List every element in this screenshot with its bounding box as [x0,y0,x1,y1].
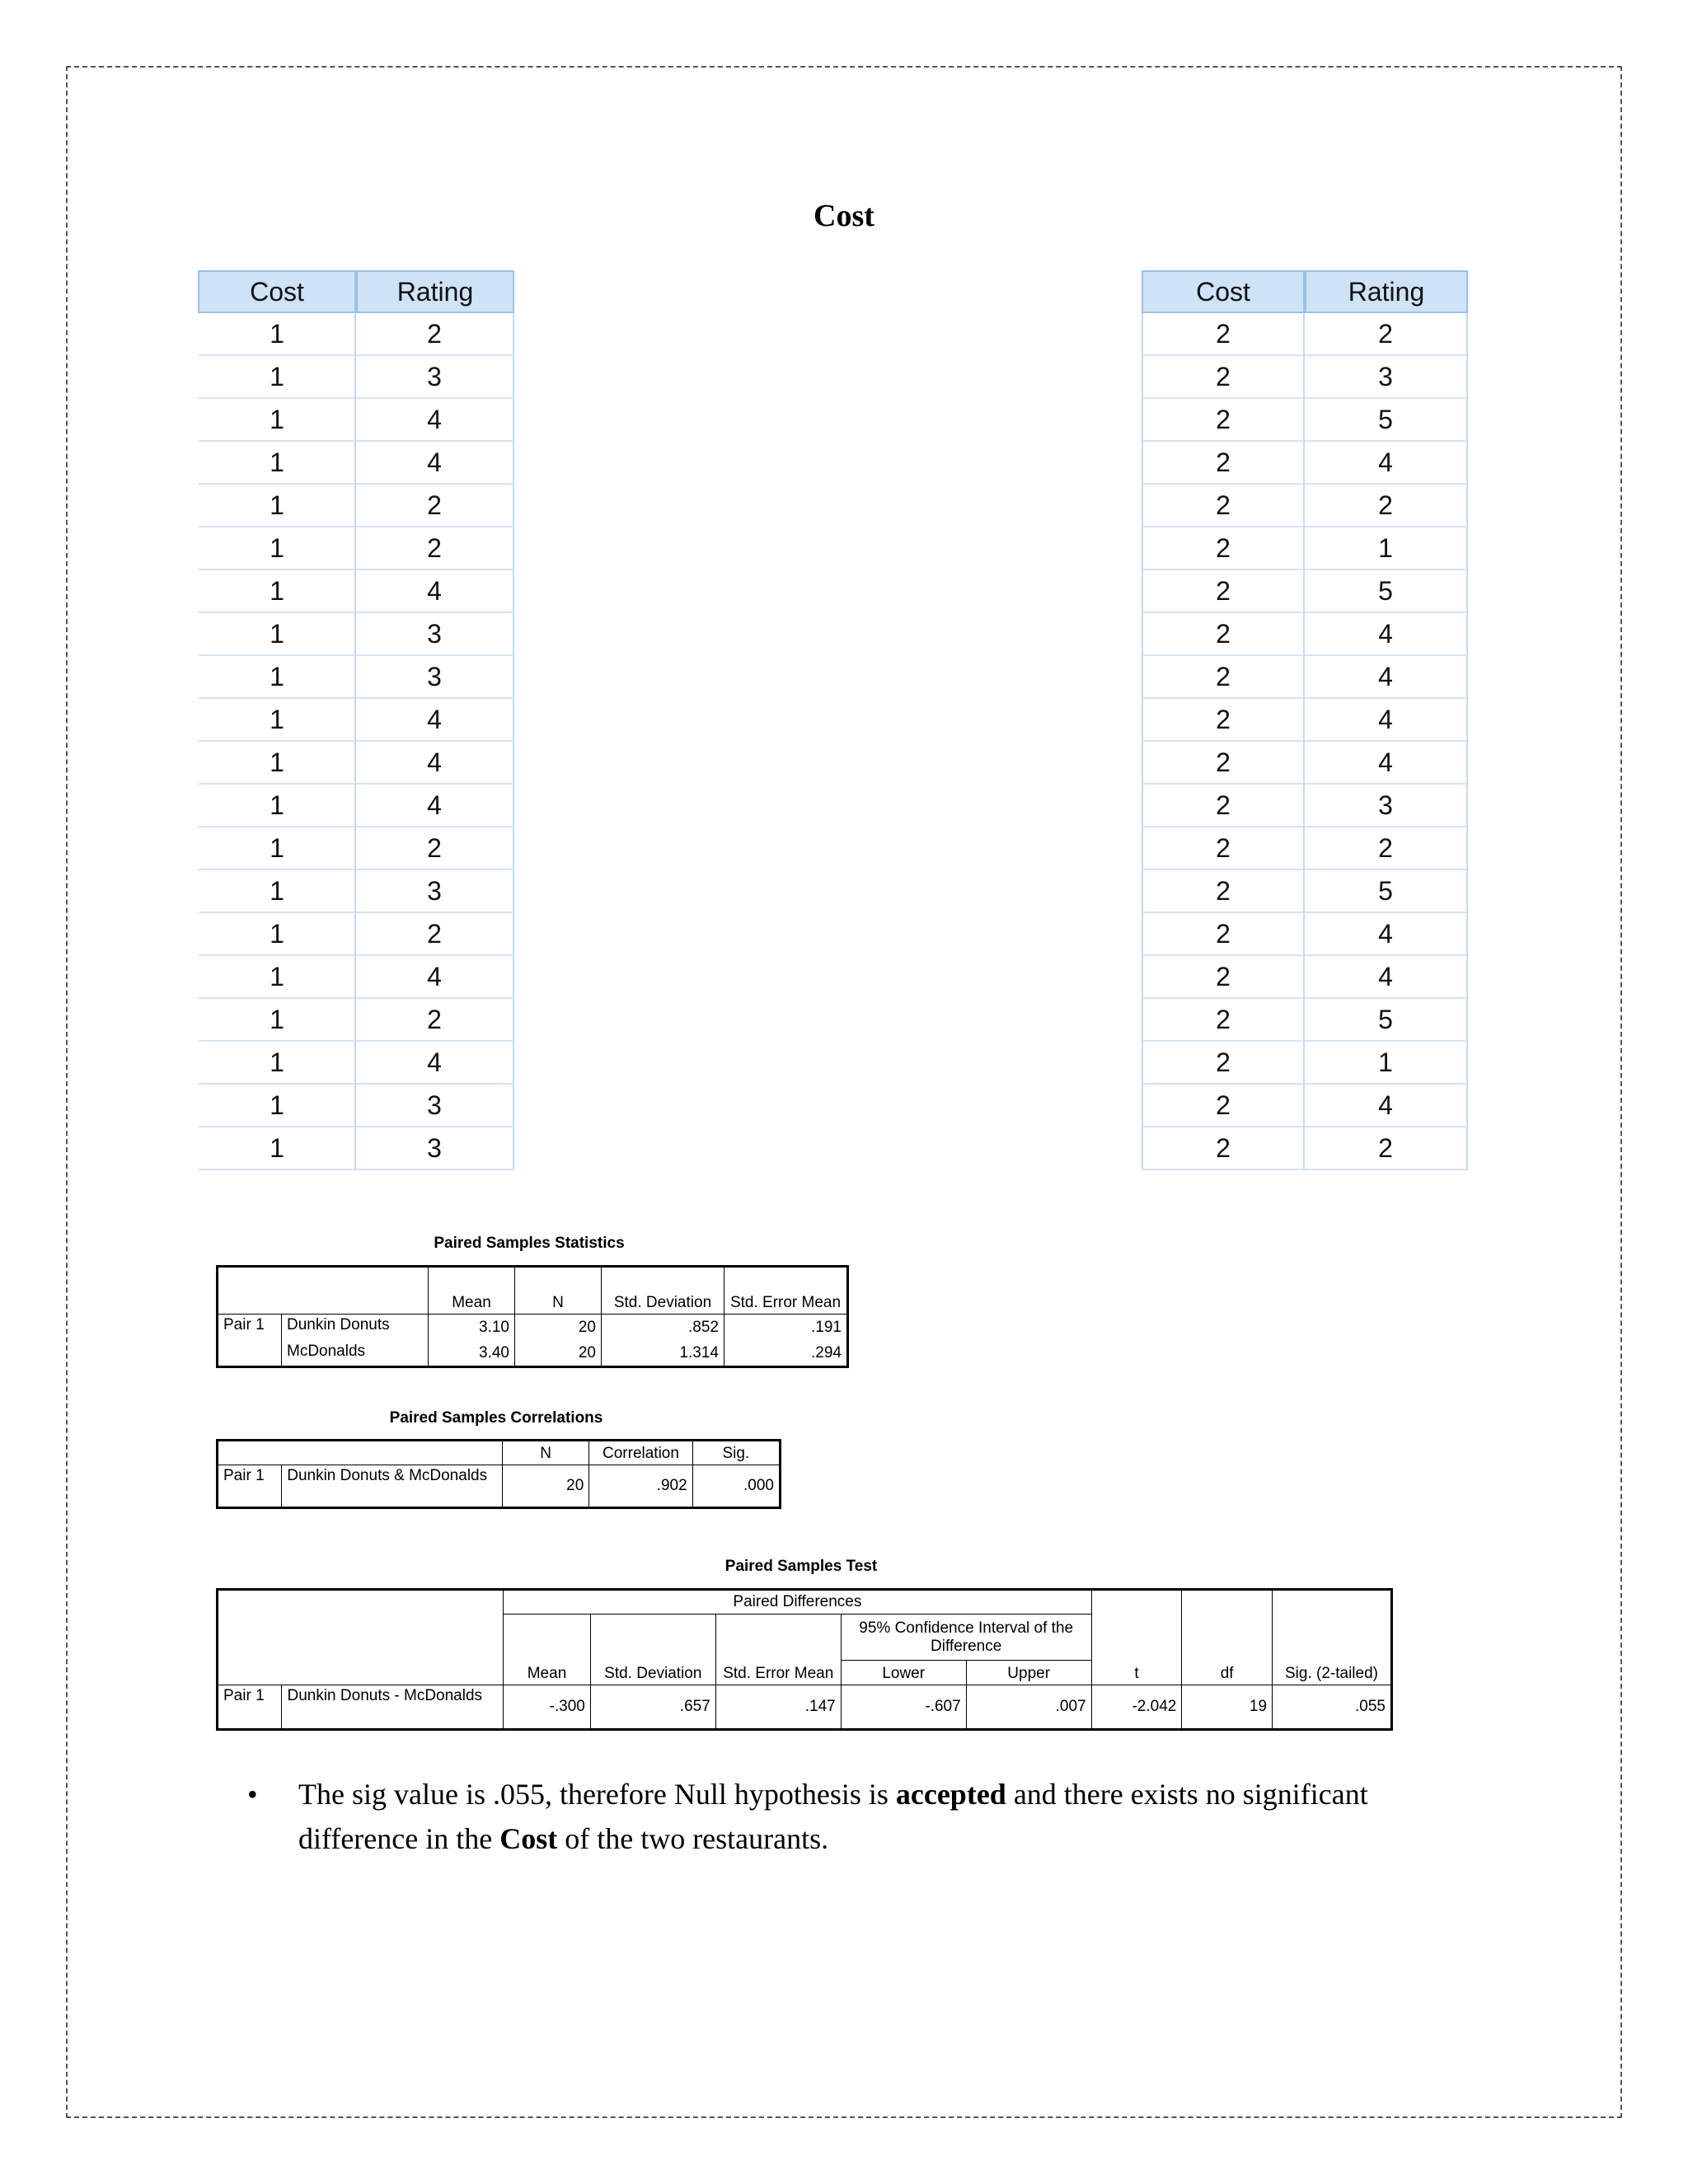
conclusion-bullet [247,1772,1401,1861]
cost-cell[interactable]: 2 [1142,613,1305,656]
cost-cell[interactable]: 2 [1142,956,1305,999]
header-std-deviation: Std. Deviation [590,1615,715,1685]
rating-cell[interactable]: 3 [1305,356,1468,399]
cost-cell[interactable]: 1 [198,570,356,613]
cost-cell[interactable]: 2 [1142,313,1305,356]
table-row [1142,1085,1468,1127]
std-deviation-value: 1.314 [602,1341,724,1367]
header-std-deviation: Std. Deviation [602,1267,724,1315]
row-name: McDonalds [282,1341,429,1367]
header-upper: Upper [966,1661,1091,1685]
rating-cell[interactable]: 4 [356,442,514,485]
rating-cell[interactable]: 4 [1305,656,1468,699]
pair-name: Dunkin Donuts - McDonalds [282,1685,504,1730]
header-n: N [503,1441,589,1465]
cost-cell[interactable]: 2 [1142,999,1305,1042]
t-value: -2.042 [1091,1685,1182,1730]
table-row [198,399,514,442]
std-deviation-value: .852 [602,1315,724,1341]
header-lower: Lower [841,1661,966,1685]
column-header-cost[interactable]: Cost [1142,270,1305,313]
rating-cell[interactable]: 3 [356,613,514,656]
n-value: 20 [515,1341,602,1367]
rating-cell[interactable]: 3 [1305,785,1468,827]
cost-cell[interactable]: 2 [1142,913,1305,956]
table-row [198,870,514,913]
cost-cell[interactable]: 2 [1142,527,1305,570]
paired-corr-caption: Paired Samples Correlations [389,1409,603,1427]
cost-cell[interactable]: 1 [198,1085,356,1127]
table-row [1142,527,1468,570]
cost-cell[interactable]: 1 [198,1042,356,1085]
cost-cell[interactable]: 1 [198,999,356,1042]
conclusion-bold-accepted: accepted [895,1778,1006,1811]
header-n: N [515,1267,602,1315]
rating-cell[interactable]: 4 [356,699,514,742]
pair-name: Dunkin Donuts & McDonalds [282,1465,503,1508]
rating-cell[interactable]: 4 [1305,913,1468,956]
rating-cell[interactable]: 4 [1305,442,1468,485]
cost-cell[interactable]: 1 [198,527,356,570]
table-row [198,999,514,1042]
mean-value: 3.10 [429,1315,515,1341]
rating-cell[interactable]: 4 [356,1042,514,1085]
cost-cell[interactable]: 2 [1142,570,1305,613]
header-mean: Mean [504,1615,591,1685]
table-row [1142,699,1468,742]
rating-cell[interactable]: 2 [356,313,514,356]
cost-cell[interactable]: 1 [198,656,356,699]
bullet-icon: • [247,1778,258,1811]
rating-cell[interactable]: 4 [1305,699,1468,742]
cost-cell[interactable]: 1 [198,442,356,485]
confidence-interval-header: 95% Confidence Interval of the Difference [841,1615,1091,1661]
std-deviation-value: .657 [590,1685,715,1730]
conclusion-bold-cost: Cost [499,1822,558,1855]
cost-cell[interactable]: 1 [198,699,356,742]
header-mean: Mean [429,1267,515,1315]
paired-test-caption: Paired Samples Test [724,1558,878,1575]
cost-cell[interactable]: 2 [1142,1042,1305,1085]
page-title: Cost [814,199,874,233]
df-value: 19 [1182,1685,1273,1730]
std-error-mean-value: .147 [715,1685,841,1730]
table-row [198,827,514,870]
empty-header-cell [218,1590,504,1685]
cost-cell[interactable]: 2 [1142,399,1305,442]
rating-cell[interactable]: 4 [356,785,514,827]
table-row [1142,785,1468,827]
rating-cell[interactable]: 2 [356,485,514,527]
cost-cell[interactable]: 2 [1142,785,1305,827]
table-row [1142,313,1468,356]
cost-cell[interactable]: 1 [198,313,356,356]
table-row [1142,570,1468,613]
table-row [198,1042,514,1085]
n-value: 20 [515,1315,602,1341]
header-df: df [1182,1590,1273,1685]
rating-cell[interactable]: 2 [1305,1127,1468,1170]
table-row [1142,613,1468,656]
rating-cell[interactable]: 4 [356,399,514,442]
table-row [198,699,514,742]
lower-value: -.607 [841,1685,966,1730]
cost-cell[interactable]: 1 [198,613,356,656]
header-t: t [1091,1590,1182,1685]
cost-cell[interactable]: 2 [1142,442,1305,485]
rating-cell[interactable]: 4 [1305,956,1468,999]
table-row [198,485,514,527]
rating-cell[interactable]: 5 [1305,399,1468,442]
rating-cell[interactable]: 5 [1305,570,1468,613]
table-row [1142,742,1468,785]
cost-cell[interactable]: 1 [198,399,356,442]
cost-cell[interactable]: 2 [1142,870,1305,913]
upper-value: .007 [966,1685,1091,1730]
header-sig: Sig. [692,1441,780,1465]
rating-cell[interactable]: 4 [356,956,514,999]
rating-cell[interactable]: 2 [1305,485,1468,527]
table-row [198,527,514,570]
header-correlation: Correlation [589,1441,692,1465]
paired-stats-table [216,1265,849,1368]
cost-cell[interactable]: 1 [198,742,356,785]
table-row [1142,870,1468,913]
table-row [1142,399,1468,442]
column-header-rating[interactable]: Rating [356,270,514,313]
rating-cell[interactable]: 2 [356,527,514,570]
table-row [1142,913,1468,956]
rating-cell[interactable]: 1 [1305,527,1468,570]
conclusion-part2: and there exists no significant difference in the [298,1778,1368,1855]
cost-cell[interactable]: 1 [198,870,356,913]
table-row [1142,656,1468,699]
table-row [1142,1127,1468,1170]
sig-2-tailed-value: .055 [1273,1685,1392,1730]
cost-cell[interactable]: 1 [198,485,356,527]
mean-value: -.300 [504,1685,591,1730]
cost-cell[interactable]: 2 [1142,1085,1305,1127]
pair-label: Pair 1 [218,1465,282,1508]
table-row [1142,956,1468,999]
table-row [198,785,514,827]
rating-cell[interactable]: 2 [1305,313,1468,356]
rating-cell[interactable]: 2 [356,913,514,956]
cost-cell[interactable]: 2 [1142,1127,1305,1170]
table-row [198,956,514,999]
empty-header-cell [218,1441,503,1465]
row-name: Dunkin Donuts [282,1315,429,1341]
table-row [1142,827,1468,870]
cost-cell[interactable]: 2 [1142,656,1305,699]
rating-cell[interactable]: 3 [356,656,514,699]
right-data-table [1142,270,1468,1170]
rating-cell[interactable]: 2 [1305,827,1468,870]
mean-value: 3.40 [429,1341,515,1367]
rating-cell[interactable]: 3 [356,1127,514,1170]
table-row [1142,1042,1468,1085]
table-row [1142,999,1468,1042]
table-row [198,442,514,485]
header-std-error-mean: Std. Error Mean [724,1267,848,1315]
table-row [198,356,514,399]
table-row [198,913,514,956]
column-header-rating[interactable]: Rating [1305,270,1468,313]
table-row [198,1085,514,1127]
table-row [198,313,514,356]
table-row [1142,442,1468,485]
cost-cell[interactable]: 2 [1142,356,1305,399]
std-error-value: .294 [724,1341,848,1367]
table-row [1142,356,1468,399]
empty-header-cell [218,1267,429,1315]
rating-cell[interactable]: 3 [356,870,514,913]
table-row [1142,485,1468,527]
header-std-error-mean: Std. Error Mean [715,1615,841,1685]
table-row [198,1127,514,1170]
column-header-cost[interactable]: Cost [198,270,356,313]
rating-cell[interactable]: 4 [1305,1085,1468,1127]
cost-cell[interactable]: 1 [198,956,356,999]
rating-cell[interactable]: 4 [1305,742,1468,785]
rating-cell[interactable]: 3 [356,1085,514,1127]
table-row [198,742,514,785]
paired-differences-header: Paired Differences [504,1590,1091,1615]
std-error-value: .191 [724,1315,848,1341]
cost-cell[interactable]: 2 [1142,742,1305,785]
sig-value: .000 [692,1465,780,1508]
paired-stats-caption: Paired Samples Statistics [434,1235,625,1252]
rating-cell[interactable]: 2 [356,999,514,1042]
conclusion-part1: The sig value is .055, therefore Null hypothesis is [298,1778,896,1811]
header-sig-2-tailed: Sig. (2-tailed) [1273,1590,1392,1685]
cost-cell[interactable]: 1 [198,785,356,827]
table-row [198,613,514,656]
left-data-table [198,270,514,1170]
pair-label: Pair 1 [218,1685,282,1730]
conclusion-part3: of the two restaurants. [557,1822,829,1855]
correlation-value: .902 [589,1465,692,1508]
rating-cell[interactable]: 5 [1305,999,1468,1042]
cost-cell[interactable]: 2 [1142,827,1305,870]
pair-label: Pair 1 [218,1315,282,1367]
rating-cell[interactable]: 5 [1305,870,1468,913]
rating-cell[interactable]: 3 [356,356,514,399]
cost-cell[interactable]: 1 [198,827,356,870]
conclusion-text [298,1772,1401,1861]
n-value: 20 [503,1465,589,1508]
cost-cell[interactable]: 1 [198,913,356,956]
table-row [198,570,514,613]
rating-cell[interactable]: 4 [356,570,514,613]
rating-cell[interactable]: 2 [356,827,514,870]
cost-cell[interactable]: 2 [1142,699,1305,742]
table-row [198,656,514,699]
paired-corr-table [216,1439,781,1509]
rating-cell[interactable]: 1 [1305,1042,1468,1085]
cost-cell[interactable]: 1 [198,356,356,399]
cost-cell[interactable]: 1 [198,1127,356,1170]
rating-cell[interactable]: 4 [356,742,514,785]
cost-cell[interactable]: 2 [1142,485,1305,527]
rating-cell[interactable]: 4 [1305,613,1468,656]
paired-test-table [216,1588,1393,1731]
